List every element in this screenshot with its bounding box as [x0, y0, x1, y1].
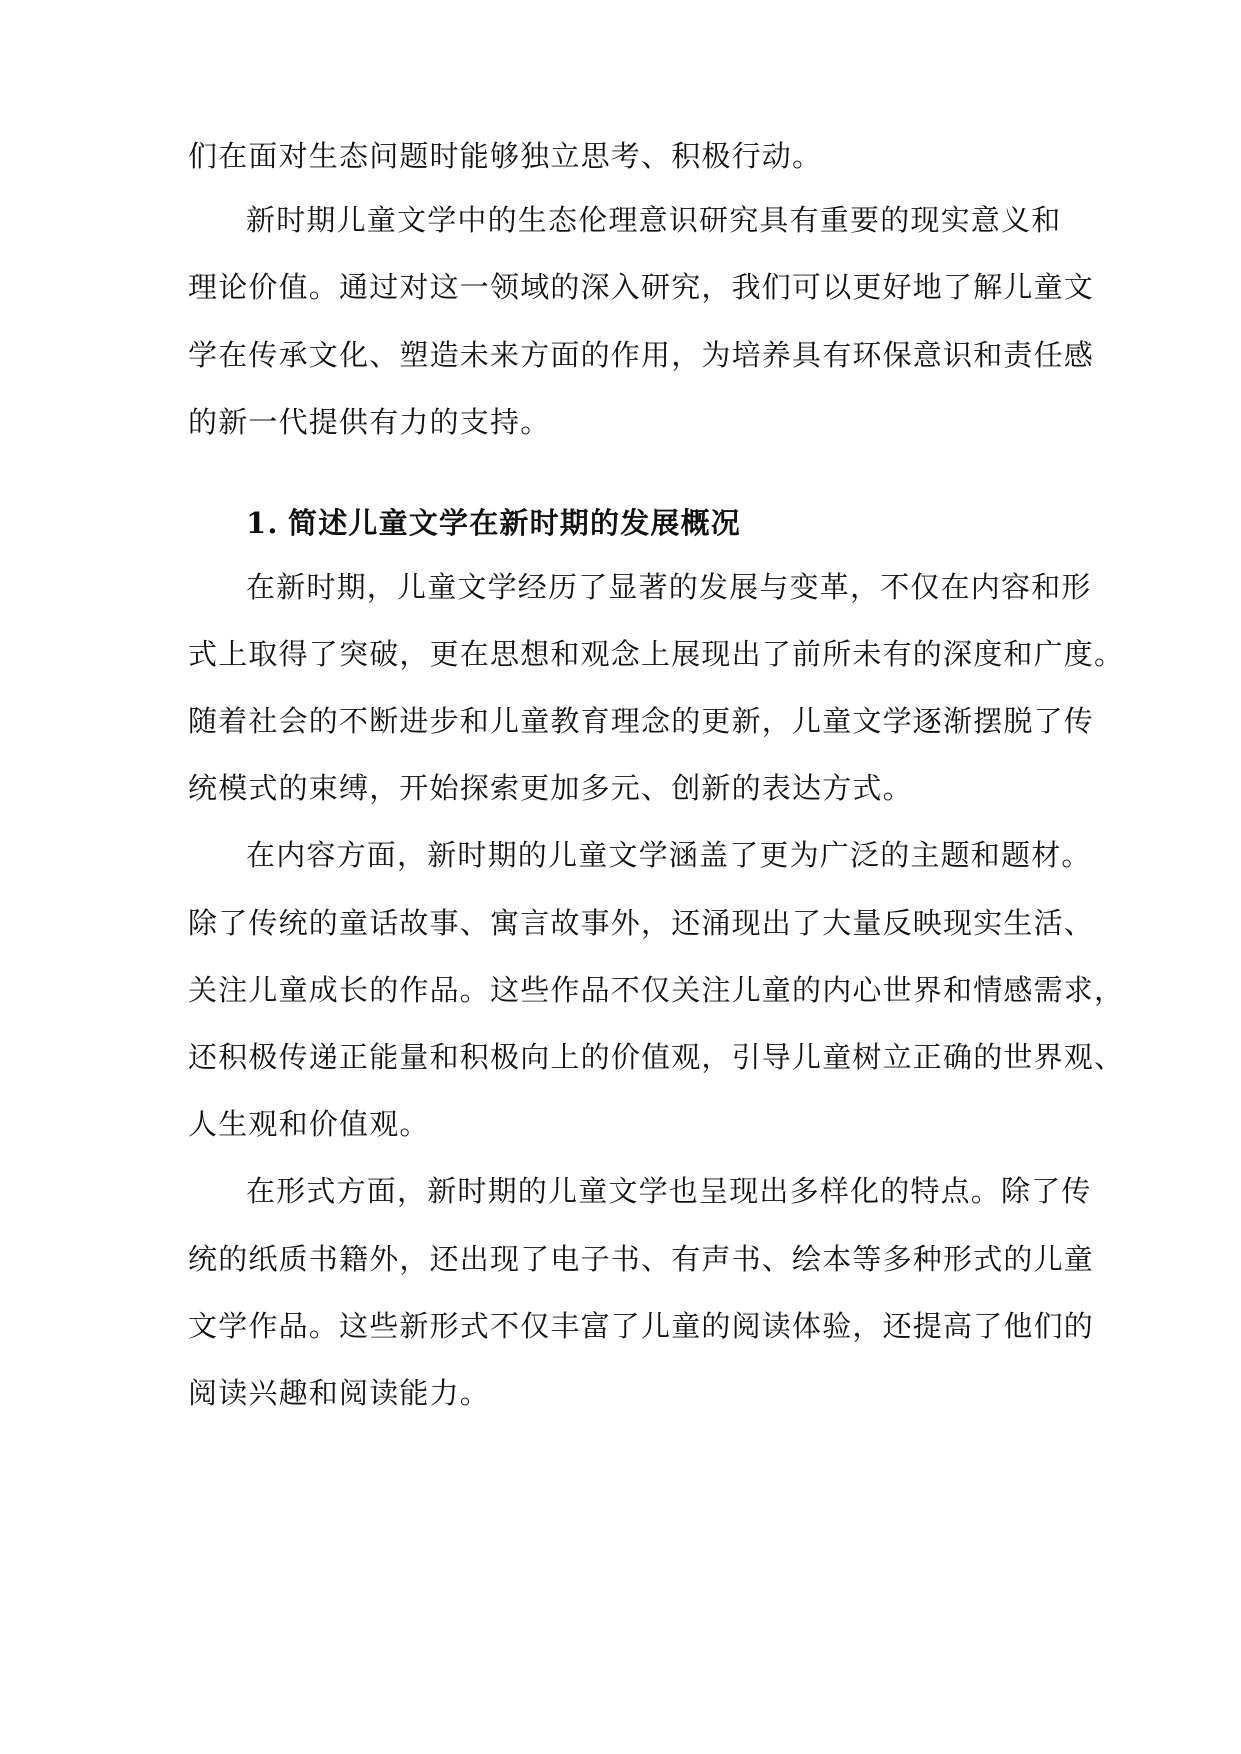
section-title: 简述儿童文学在新时期的发展概况 [288, 506, 742, 540]
text-line: 统的纸质书籍外，还出现了电子书、有声书、绘本等多种形式的儿童 [188, 1242, 1095, 1276]
text-line: 式上取得了突破，更在思想和观念上展现出了前所未有的深度和广度。 [188, 637, 1125, 671]
text-line: 理论价值。通过对这一领域的深入研究，我们可以更好地了解儿童文 [188, 270, 1095, 304]
text-line: 关注儿童成长的作品。这些作品不仅关注儿童的内心世界和情感需求， [188, 973, 1125, 1007]
section-number: 1. [246, 506, 279, 540]
text-line: 文学作品。这些新形式不仅丰富了儿童的阅读体验，还提高了他们的 [188, 1309, 1095, 1343]
text-line: 随着社会的不断进步和儿童教育理念的更新，儿童文学逐渐摆脱了传 [188, 704, 1095, 738]
paragraph-first-line: 在新时期，儿童文学经历了显著的发展与变革，不仅在内容和形 [246, 570, 1092, 604]
paragraph-first-line: 新时期儿童文学中的生态伦理意识研究具有重要的现实意义和 [246, 203, 1062, 237]
text-line: 阅读兴趣和阅读能力。 [188, 1376, 491, 1410]
section-heading [246, 503, 741, 543]
text-line: 除了传统的童话故事、寓言故事外，还涌现出了大量反映现实生活、 [188, 906, 1095, 940]
text-line: 学在传承文化、塑造未来方面的作用，为培养具有环保意识和责任感 [188, 338, 1095, 372]
paragraph-first-line: 在内容方面，新时期的儿童文学涵盖了更为广泛的主题和题材。 [246, 838, 1092, 872]
text-line: 统模式的束缚，开始探索更加多元、创新的表达方式。 [188, 771, 913, 805]
text-line: 的新一代提供有力的支持。 [188, 405, 551, 439]
text-line: 人生观和价值观。 [188, 1107, 430, 1141]
text-line: 们在面对生态问题时能够独立思考、积极行动。 [188, 139, 823, 173]
paragraph-first-line: 在形式方面，新时期的儿童文学也呈现出多样化的特点。除了传 [246, 1174, 1092, 1208]
text-line: 还积极传递正能量和积极向上的价值观，引导儿童树立正确的世界观、 [188, 1040, 1125, 1074]
